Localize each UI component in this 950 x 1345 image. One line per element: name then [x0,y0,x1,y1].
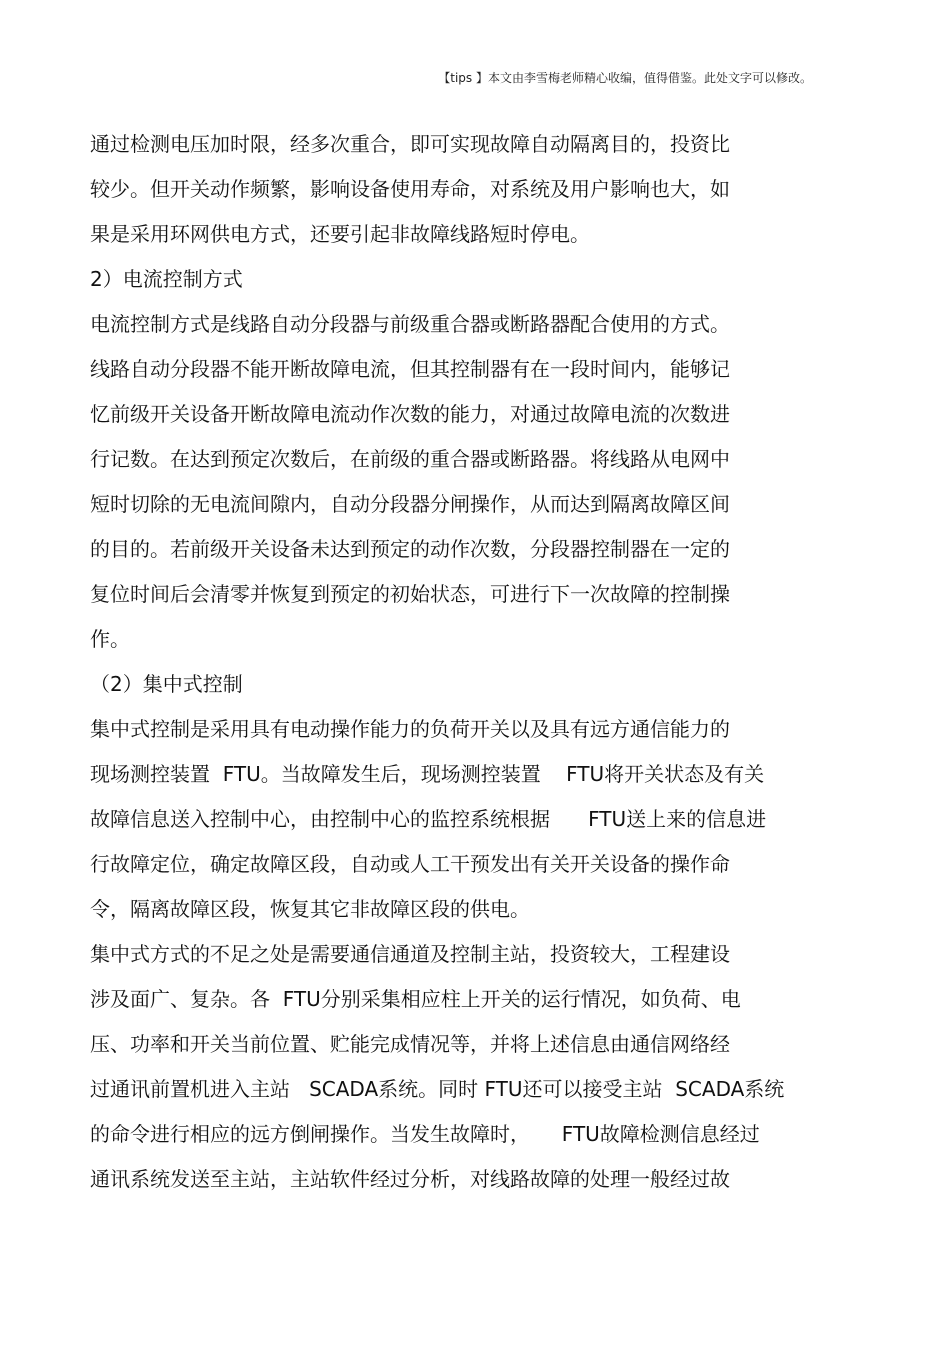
text-line: 行故障定位，确定故障区段，自动或人工干预发出有关开关设备的操作命 [90,852,730,876]
text-line: 压、功率和开关当前位置、贮能完成情况等，并将上述信息由通信网络经 [90,1032,730,1056]
text-line: 电流控制方式是线路自动分段器与前级重合器或断路器配合使用的方式。 [90,312,730,336]
section-heading: （2）集中式控制 [90,672,243,696]
text-line: 复位时间后会清零并恢复到预定的初始状态，可进行下一次故障的控制操 [90,582,730,606]
text-line: 令，隔离故障区段，恢复其它非故障区段的供电。 [90,897,530,921]
text-line: 行记数。在达到预定次数后，在前级的重合器或断路器。将线路从电网中 [90,447,730,471]
text-line: 的命令进行相应的远方倒闸操作。当发生故障时， FTU故障检测信息经过 [90,1122,760,1146]
text-line: 果是采用环网供电方式，还要引起非故障线路短时停电。 [90,222,590,246]
text-line: 作。 [90,627,130,651]
text-line: 故障信息送入控制中心，由控制中心的监控系统根据 FTU送上来的信息进 [90,807,767,831]
text-line: 过通讯前置机进入主站 SCADA系统。同时 FTU还可以接受主站 SCADA系统 [90,1077,785,1101]
text-line: 涉及面广、复杂。各 FTU分别采集相应柱上开关的运行情况，如负荷、电 [90,987,741,1011]
text-line: 短时切除的无电流间隙内，自动分段器分闸操作，从而达到隔离故障区间 [90,492,730,516]
text-line: 通过检测电压加时限，经多次重合，即可实现故障自动隔离目的，投资比 [90,132,730,156]
text-line: 忆前级开关设备开断故障电流动作次数的能力，对通过故障电流的次数进 [90,402,730,426]
text-line: 现场测控装置 FTU。当故障发生后，现场测控装置 FTU将开关状态及有关 [90,762,765,786]
text-line: 集中式方式的不足之处是需要通信通道及控制主站，投资较大，工程建设 [90,942,730,966]
text-line: 集中式控制是采用具有电动操作能力的负荷开关以及具有远方通信能力的 [90,717,730,741]
text-line: 的目的。若前级开关设备未达到预定的动作次数，分段器控制器在一定的 [90,537,730,561]
section-heading: 2）电流控制方式 [90,267,243,291]
header-tip: 【tips 】本文由李雪梅老师精心收编，值得借鉴。此处文字可以修改。 [438,71,812,85]
text-line: 线路自动分段器不能开断故障电流，但其控制器有在一段时间内，能够记 [90,357,730,381]
text-line: 较少。但开关动作频繁，影响设备使用寿命，对系统及用户影响也大，如 [90,177,730,201]
text-line: 通讯系统发送至主站，主站软件经过分析，对线路故障的处理一般经过故 [90,1167,730,1191]
